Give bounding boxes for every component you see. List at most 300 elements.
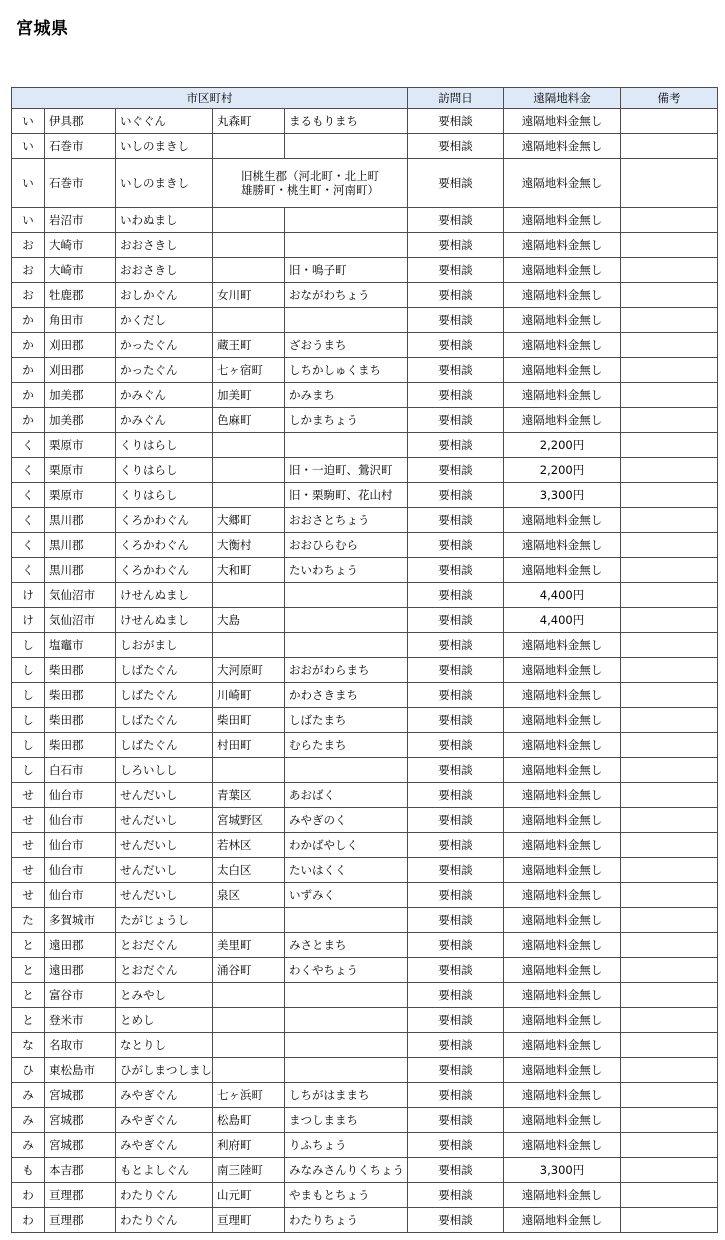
visit-date: 要相談 bbox=[408, 283, 504, 308]
visit-date: 要相談 bbox=[408, 958, 504, 983]
remote-fee: 遠隔地料金無し bbox=[504, 908, 621, 933]
visit-date: 要相談 bbox=[408, 758, 504, 783]
remote-fee: 遠隔地料金無し bbox=[504, 233, 621, 258]
district-reading: せんだいし bbox=[116, 858, 213, 883]
remarks bbox=[621, 658, 718, 683]
town-name bbox=[213, 233, 285, 258]
town-name: 七ヶ浜町 bbox=[213, 1083, 285, 1108]
district-name: 遠田郡 bbox=[45, 958, 116, 983]
kana-index: け bbox=[12, 583, 45, 608]
remote-fee: 遠隔地料金無し bbox=[504, 1108, 621, 1133]
table-row bbox=[12, 483, 718, 508]
kana-index: せ bbox=[12, 808, 45, 833]
remote-fee: 遠隔地料金無し bbox=[504, 933, 621, 958]
table-row bbox=[12, 258, 718, 283]
remote-fee: 遠隔地料金無し bbox=[504, 109, 621, 134]
town-name: 宮城野区 bbox=[213, 808, 285, 833]
town-name: 山元町 bbox=[213, 1183, 285, 1208]
town-name: 加美町 bbox=[213, 383, 285, 408]
visit-date: 要相談 bbox=[408, 433, 504, 458]
remarks bbox=[621, 308, 718, 333]
district-name: 白石市 bbox=[45, 758, 116, 783]
district-reading: くりはらし bbox=[116, 433, 213, 458]
visit-date: 要相談 bbox=[408, 883, 504, 908]
remarks bbox=[621, 808, 718, 833]
kana-index: お bbox=[12, 283, 45, 308]
kana-index: み bbox=[12, 1108, 45, 1133]
remote-fee: 遠隔地料金無し bbox=[504, 883, 621, 908]
town-name bbox=[213, 208, 285, 233]
kana-index: し bbox=[12, 758, 45, 783]
town-reading: あおばく bbox=[285, 783, 408, 808]
town-reading bbox=[285, 134, 408, 159]
table-row bbox=[12, 783, 718, 808]
table-row bbox=[12, 233, 718, 258]
header-remote-fee: 遠隔地料金 bbox=[504, 88, 621, 109]
visit-date: 要相談 bbox=[408, 683, 504, 708]
remarks bbox=[621, 908, 718, 933]
table-row bbox=[12, 208, 718, 233]
visit-date: 要相談 bbox=[408, 1083, 504, 1108]
district-reading: くろかわぐん bbox=[116, 508, 213, 533]
table-row bbox=[12, 758, 718, 783]
visit-date: 要相談 bbox=[408, 1133, 504, 1158]
town-reading: みなみさんりくちょう bbox=[285, 1158, 408, 1183]
town-name bbox=[213, 308, 285, 333]
district-reading: けせんぬまし bbox=[116, 583, 213, 608]
district-reading: とおだぐん bbox=[116, 933, 213, 958]
remarks bbox=[621, 1158, 718, 1183]
town-reading: かわさきまち bbox=[285, 683, 408, 708]
visit-date: 要相談 bbox=[408, 733, 504, 758]
kana-index: と bbox=[12, 933, 45, 958]
district-reading: おおさきし bbox=[116, 258, 213, 283]
remarks bbox=[621, 833, 718, 858]
remote-fee: 遠隔地料金無し bbox=[504, 833, 621, 858]
table-row bbox=[12, 109, 718, 134]
visit-date: 要相談 bbox=[408, 708, 504, 733]
town-reading: りふちょう bbox=[285, 1133, 408, 1158]
town-reading bbox=[285, 208, 408, 233]
visit-date: 要相談 bbox=[408, 1108, 504, 1133]
visit-date: 要相談 bbox=[408, 1158, 504, 1183]
district-name: 刈田郡 bbox=[45, 358, 116, 383]
visit-date: 要相談 bbox=[408, 1008, 504, 1033]
district-name: 仙台市 bbox=[45, 808, 116, 833]
kana-index: わ bbox=[12, 1208, 45, 1233]
remarks bbox=[621, 433, 718, 458]
district-reading: わたりぐん bbox=[116, 1208, 213, 1233]
remarks bbox=[621, 983, 718, 1008]
town-reading: やまもとちょう bbox=[285, 1183, 408, 1208]
district-name: 栗原市 bbox=[45, 458, 116, 483]
town-name bbox=[213, 134, 285, 159]
district-name: 栗原市 bbox=[45, 433, 116, 458]
header-remarks: 備考 bbox=[621, 88, 718, 109]
visit-date: 要相談 bbox=[408, 1058, 504, 1083]
district-name: 気仙沼市 bbox=[45, 608, 116, 633]
remote-fee: 遠隔地料金無し bbox=[504, 283, 621, 308]
town-name: 大島 bbox=[213, 608, 285, 633]
district-name: 遠田郡 bbox=[45, 933, 116, 958]
district-name: 東松島市 bbox=[45, 1058, 116, 1083]
district-reading: おしかぐん bbox=[116, 283, 213, 308]
town-name bbox=[213, 458, 285, 483]
kana-index: し bbox=[12, 658, 45, 683]
district-name: 仙台市 bbox=[45, 883, 116, 908]
table-row bbox=[12, 1183, 718, 1208]
town-name: 色麻町 bbox=[213, 408, 285, 433]
remote-fee: 遠隔地料金無し bbox=[504, 159, 621, 208]
kana-index: く bbox=[12, 483, 45, 508]
table-row bbox=[12, 1008, 718, 1033]
district-reading: けせんぬまし bbox=[116, 608, 213, 633]
remote-fee: 3,300円 bbox=[504, 1158, 621, 1183]
kana-index: な bbox=[12, 1033, 45, 1058]
district-reading: みやぎぐん bbox=[116, 1108, 213, 1133]
kana-index: せ bbox=[12, 783, 45, 808]
town-name: 亘理町 bbox=[213, 1208, 285, 1233]
town-reading: まつしままち bbox=[285, 1108, 408, 1133]
remarks bbox=[621, 134, 718, 159]
table-row bbox=[12, 608, 718, 633]
remarks bbox=[621, 159, 718, 208]
kana-index: い bbox=[12, 208, 45, 233]
district-reading: みやぎぐん bbox=[116, 1133, 213, 1158]
remarks bbox=[621, 258, 718, 283]
district-reading: くりはらし bbox=[116, 483, 213, 508]
district-name: 柴田郡 bbox=[45, 658, 116, 683]
remote-fee: 遠隔地料金無し bbox=[504, 983, 621, 1008]
remote-fee: 遠隔地料金無し bbox=[504, 683, 621, 708]
kana-index: い bbox=[12, 109, 45, 134]
remarks bbox=[621, 933, 718, 958]
table-row bbox=[12, 533, 718, 558]
table-row bbox=[12, 308, 718, 333]
district-name: 加美郡 bbox=[45, 383, 116, 408]
district-reading: おおさきし bbox=[116, 233, 213, 258]
town-name bbox=[213, 1033, 285, 1058]
remarks bbox=[621, 1183, 718, 1208]
district-reading: せんだいし bbox=[116, 883, 213, 908]
town-reading bbox=[285, 583, 408, 608]
town-reading bbox=[285, 633, 408, 658]
visit-date: 要相談 bbox=[408, 783, 504, 808]
town-reading: 旧・栗駒町、花山村 bbox=[285, 483, 408, 508]
town-name: 利府町 bbox=[213, 1133, 285, 1158]
town-name: 青葉区 bbox=[213, 783, 285, 808]
table-row bbox=[12, 134, 718, 159]
kana-index: お bbox=[12, 233, 45, 258]
remote-fee: 2,200円 bbox=[504, 433, 621, 458]
remarks bbox=[621, 883, 718, 908]
remote-fee: 3,300円 bbox=[504, 483, 621, 508]
district-reading: しばたぐん bbox=[116, 708, 213, 733]
visit-date: 要相談 bbox=[408, 1033, 504, 1058]
visit-date: 要相談 bbox=[408, 408, 504, 433]
town-reading: わくやちょう bbox=[285, 958, 408, 983]
kana-index: み bbox=[12, 1133, 45, 1158]
remote-fee: 遠隔地料金無し bbox=[504, 758, 621, 783]
table-row bbox=[12, 683, 718, 708]
district-reading: いしのまきし bbox=[116, 159, 213, 208]
table-row bbox=[12, 508, 718, 533]
district-reading: せんだいし bbox=[116, 808, 213, 833]
town-name: 松島町 bbox=[213, 1108, 285, 1133]
table-row bbox=[12, 358, 718, 383]
table-header-row bbox=[12, 88, 718, 109]
kana-index: し bbox=[12, 733, 45, 758]
visit-date: 要相談 bbox=[408, 633, 504, 658]
remote-fee: 遠隔地料金無し bbox=[504, 1083, 621, 1108]
district-reading: しおがまし bbox=[116, 633, 213, 658]
remote-fee: 遠隔地料金無し bbox=[504, 1058, 621, 1083]
town-name: 蔵王町 bbox=[213, 333, 285, 358]
town-name bbox=[213, 433, 285, 458]
district-reading: かったぐん bbox=[116, 358, 213, 383]
table-row bbox=[12, 858, 718, 883]
remarks bbox=[621, 383, 718, 408]
district-name: 岩沼市 bbox=[45, 208, 116, 233]
visit-date: 要相談 bbox=[408, 1183, 504, 1208]
town-reading: わかばやしく bbox=[285, 833, 408, 858]
page-title: 宮城県 bbox=[16, 19, 69, 39]
town-reading: 旧・鳴子町 bbox=[285, 258, 408, 283]
remote-fee: 遠隔地料金無し bbox=[504, 633, 621, 658]
remote-fee: 遠隔地料金無し bbox=[504, 958, 621, 983]
header-visit-date: 訪問日 bbox=[408, 88, 504, 109]
district-name: 宮城郡 bbox=[45, 1083, 116, 1108]
visit-date: 要相談 bbox=[408, 458, 504, 483]
town-reading: みさとまち bbox=[285, 933, 408, 958]
town-reading: まるもりまち bbox=[285, 109, 408, 134]
remarks bbox=[621, 733, 718, 758]
town-reading: おおさとちょう bbox=[285, 508, 408, 533]
town-reading bbox=[285, 908, 408, 933]
town-reading: たいはくく bbox=[285, 858, 408, 883]
kana-index: ひ bbox=[12, 1058, 45, 1083]
town-reading bbox=[285, 1033, 408, 1058]
kana-index: く bbox=[12, 508, 45, 533]
district-reading: いしのまきし bbox=[116, 134, 213, 159]
remarks bbox=[621, 109, 718, 134]
district-reading: とめし bbox=[116, 1008, 213, 1033]
town-name: 川崎町 bbox=[213, 683, 285, 708]
remote-fee: 遠隔地料金無し bbox=[504, 708, 621, 733]
table-row bbox=[12, 558, 718, 583]
district-name: 大崎市 bbox=[45, 258, 116, 283]
town-reading bbox=[285, 608, 408, 633]
district-name: 石巻市 bbox=[45, 159, 116, 208]
remarks bbox=[621, 533, 718, 558]
town-name: 若林区 bbox=[213, 833, 285, 858]
town-reading: おおがわらまち bbox=[285, 658, 408, 683]
kana-index: け bbox=[12, 608, 45, 633]
district-name: 柴田郡 bbox=[45, 708, 116, 733]
remarks bbox=[621, 783, 718, 808]
district-reading: たがじょうし bbox=[116, 908, 213, 933]
visit-date: 要相談 bbox=[408, 858, 504, 883]
remote-fee: 遠隔地料金無し bbox=[504, 1033, 621, 1058]
remarks bbox=[621, 1008, 718, 1033]
remarks bbox=[621, 208, 718, 233]
district-reading: しばたぐん bbox=[116, 733, 213, 758]
kana-index: く bbox=[12, 533, 45, 558]
town-name bbox=[213, 633, 285, 658]
kana-index: か bbox=[12, 358, 45, 383]
remote-fee: 遠隔地料金無し bbox=[504, 558, 621, 583]
town-reading bbox=[285, 1008, 408, 1033]
table-row bbox=[12, 633, 718, 658]
remarks bbox=[621, 1208, 718, 1233]
town-name: 美里町 bbox=[213, 933, 285, 958]
visit-date: 要相談 bbox=[408, 233, 504, 258]
table-row bbox=[12, 159, 718, 208]
remarks bbox=[621, 358, 718, 383]
town-reading: おながわちょう bbox=[285, 283, 408, 308]
kana-index: く bbox=[12, 558, 45, 583]
district-reading: ひがしまつしまし bbox=[116, 1058, 213, 1083]
remote-fee: 遠隔地料金無し bbox=[504, 383, 621, 408]
kana-index: く bbox=[12, 458, 45, 483]
district-name: 宮城郡 bbox=[45, 1133, 116, 1158]
table-row bbox=[12, 283, 718, 308]
district-reading: くろかわぐん bbox=[116, 558, 213, 583]
kana-index: わ bbox=[12, 1183, 45, 1208]
town-reading: ざおうまち bbox=[285, 333, 408, 358]
kana-index: く bbox=[12, 433, 45, 458]
table-row bbox=[12, 458, 718, 483]
town-name bbox=[213, 483, 285, 508]
visit-date: 要相談 bbox=[408, 658, 504, 683]
kana-index: お bbox=[12, 258, 45, 283]
visit-date: 要相談 bbox=[408, 1208, 504, 1233]
table-row bbox=[12, 1108, 718, 1133]
town-reading: しかまちょう bbox=[285, 408, 408, 433]
kana-index: と bbox=[12, 983, 45, 1008]
remarks bbox=[621, 233, 718, 258]
town-name: 七ヶ宿町 bbox=[213, 358, 285, 383]
visit-date: 要相談 bbox=[408, 558, 504, 583]
kana-index: し bbox=[12, 708, 45, 733]
district-name: 仙台市 bbox=[45, 783, 116, 808]
town-name: 大河原町 bbox=[213, 658, 285, 683]
town-reading bbox=[285, 758, 408, 783]
remarks bbox=[621, 1133, 718, 1158]
town-reading bbox=[285, 983, 408, 1008]
town-name bbox=[213, 258, 285, 283]
district-name: 伊具郡 bbox=[45, 109, 116, 134]
kana-index: い bbox=[12, 159, 45, 208]
remarks bbox=[621, 408, 718, 433]
kana-index: か bbox=[12, 408, 45, 433]
remarks bbox=[621, 333, 718, 358]
table-row bbox=[12, 1208, 718, 1233]
table-row bbox=[12, 883, 718, 908]
town-reading: わたりちょう bbox=[285, 1208, 408, 1233]
remarks bbox=[621, 1083, 718, 1108]
remote-fee: 遠隔地料金無し bbox=[504, 408, 621, 433]
table-row bbox=[12, 408, 718, 433]
visit-date: 要相談 bbox=[408, 109, 504, 134]
remote-fee: 4,400円 bbox=[504, 583, 621, 608]
visit-date: 要相談 bbox=[408, 134, 504, 159]
town-reading: むらたまち bbox=[285, 733, 408, 758]
visit-date: 要相談 bbox=[408, 208, 504, 233]
kana-index: と bbox=[12, 1008, 45, 1033]
district-name: 本吉郡 bbox=[45, 1158, 116, 1183]
kana-index: と bbox=[12, 958, 45, 983]
town-name bbox=[213, 758, 285, 783]
remote-fee: 遠隔地料金無し bbox=[504, 358, 621, 383]
remarks bbox=[621, 683, 718, 708]
district-name: 仙台市 bbox=[45, 858, 116, 883]
district-name: 塩竈市 bbox=[45, 633, 116, 658]
district-reading: せんだいし bbox=[116, 833, 213, 858]
town-reading bbox=[285, 1058, 408, 1083]
remarks bbox=[621, 958, 718, 983]
district-name: 仙台市 bbox=[45, 833, 116, 858]
district-reading: くりはらし bbox=[116, 458, 213, 483]
kana-index: み bbox=[12, 1083, 45, 1108]
town-reading bbox=[285, 308, 408, 333]
header-area: 市区町村 bbox=[12, 88, 408, 109]
table-row bbox=[12, 658, 718, 683]
kana-index: せ bbox=[12, 858, 45, 883]
remarks bbox=[621, 283, 718, 308]
kana-index: か bbox=[12, 383, 45, 408]
remarks bbox=[621, 583, 718, 608]
remarks bbox=[621, 633, 718, 658]
remote-fee: 遠隔地料金無し bbox=[504, 208, 621, 233]
remarks bbox=[621, 1108, 718, 1133]
remarks bbox=[621, 758, 718, 783]
district-reading: せんだいし bbox=[116, 783, 213, 808]
visit-date: 要相談 bbox=[408, 808, 504, 833]
district-name: 黒川郡 bbox=[45, 508, 116, 533]
remarks bbox=[621, 483, 718, 508]
visit-date: 要相談 bbox=[408, 533, 504, 558]
district-reading: しばたぐん bbox=[116, 683, 213, 708]
town-name: 村田町 bbox=[213, 733, 285, 758]
town-name bbox=[213, 1008, 285, 1033]
district-name: 柴田郡 bbox=[45, 683, 116, 708]
table-row bbox=[12, 958, 718, 983]
kana-index: も bbox=[12, 1158, 45, 1183]
remarks bbox=[621, 1033, 718, 1058]
remote-fee: 遠隔地料金無し bbox=[504, 1183, 621, 1208]
table-row bbox=[12, 708, 718, 733]
town-name bbox=[213, 908, 285, 933]
district-name: 柴田郡 bbox=[45, 733, 116, 758]
district-reading: とみやし bbox=[116, 983, 213, 1008]
remote-fee: 遠隔地料金無し bbox=[504, 508, 621, 533]
district-name: 名取市 bbox=[45, 1033, 116, 1058]
remote-fee: 遠隔地料金無し bbox=[504, 258, 621, 283]
remote-fee: 遠隔地料金無し bbox=[504, 308, 621, 333]
remote-fee-table bbox=[11, 87, 718, 1233]
district-name: 多賀城市 bbox=[45, 908, 116, 933]
remote-fee: 2,200円 bbox=[504, 458, 621, 483]
table-row bbox=[12, 1058, 718, 1083]
visit-date: 要相談 bbox=[408, 358, 504, 383]
remote-fee: 遠隔地料金無し bbox=[504, 808, 621, 833]
town-reading: みやぎのく bbox=[285, 808, 408, 833]
remarks bbox=[621, 1058, 718, 1083]
district-reading: いぐぐん bbox=[116, 109, 213, 134]
kana-index: し bbox=[12, 633, 45, 658]
table-row bbox=[12, 583, 718, 608]
